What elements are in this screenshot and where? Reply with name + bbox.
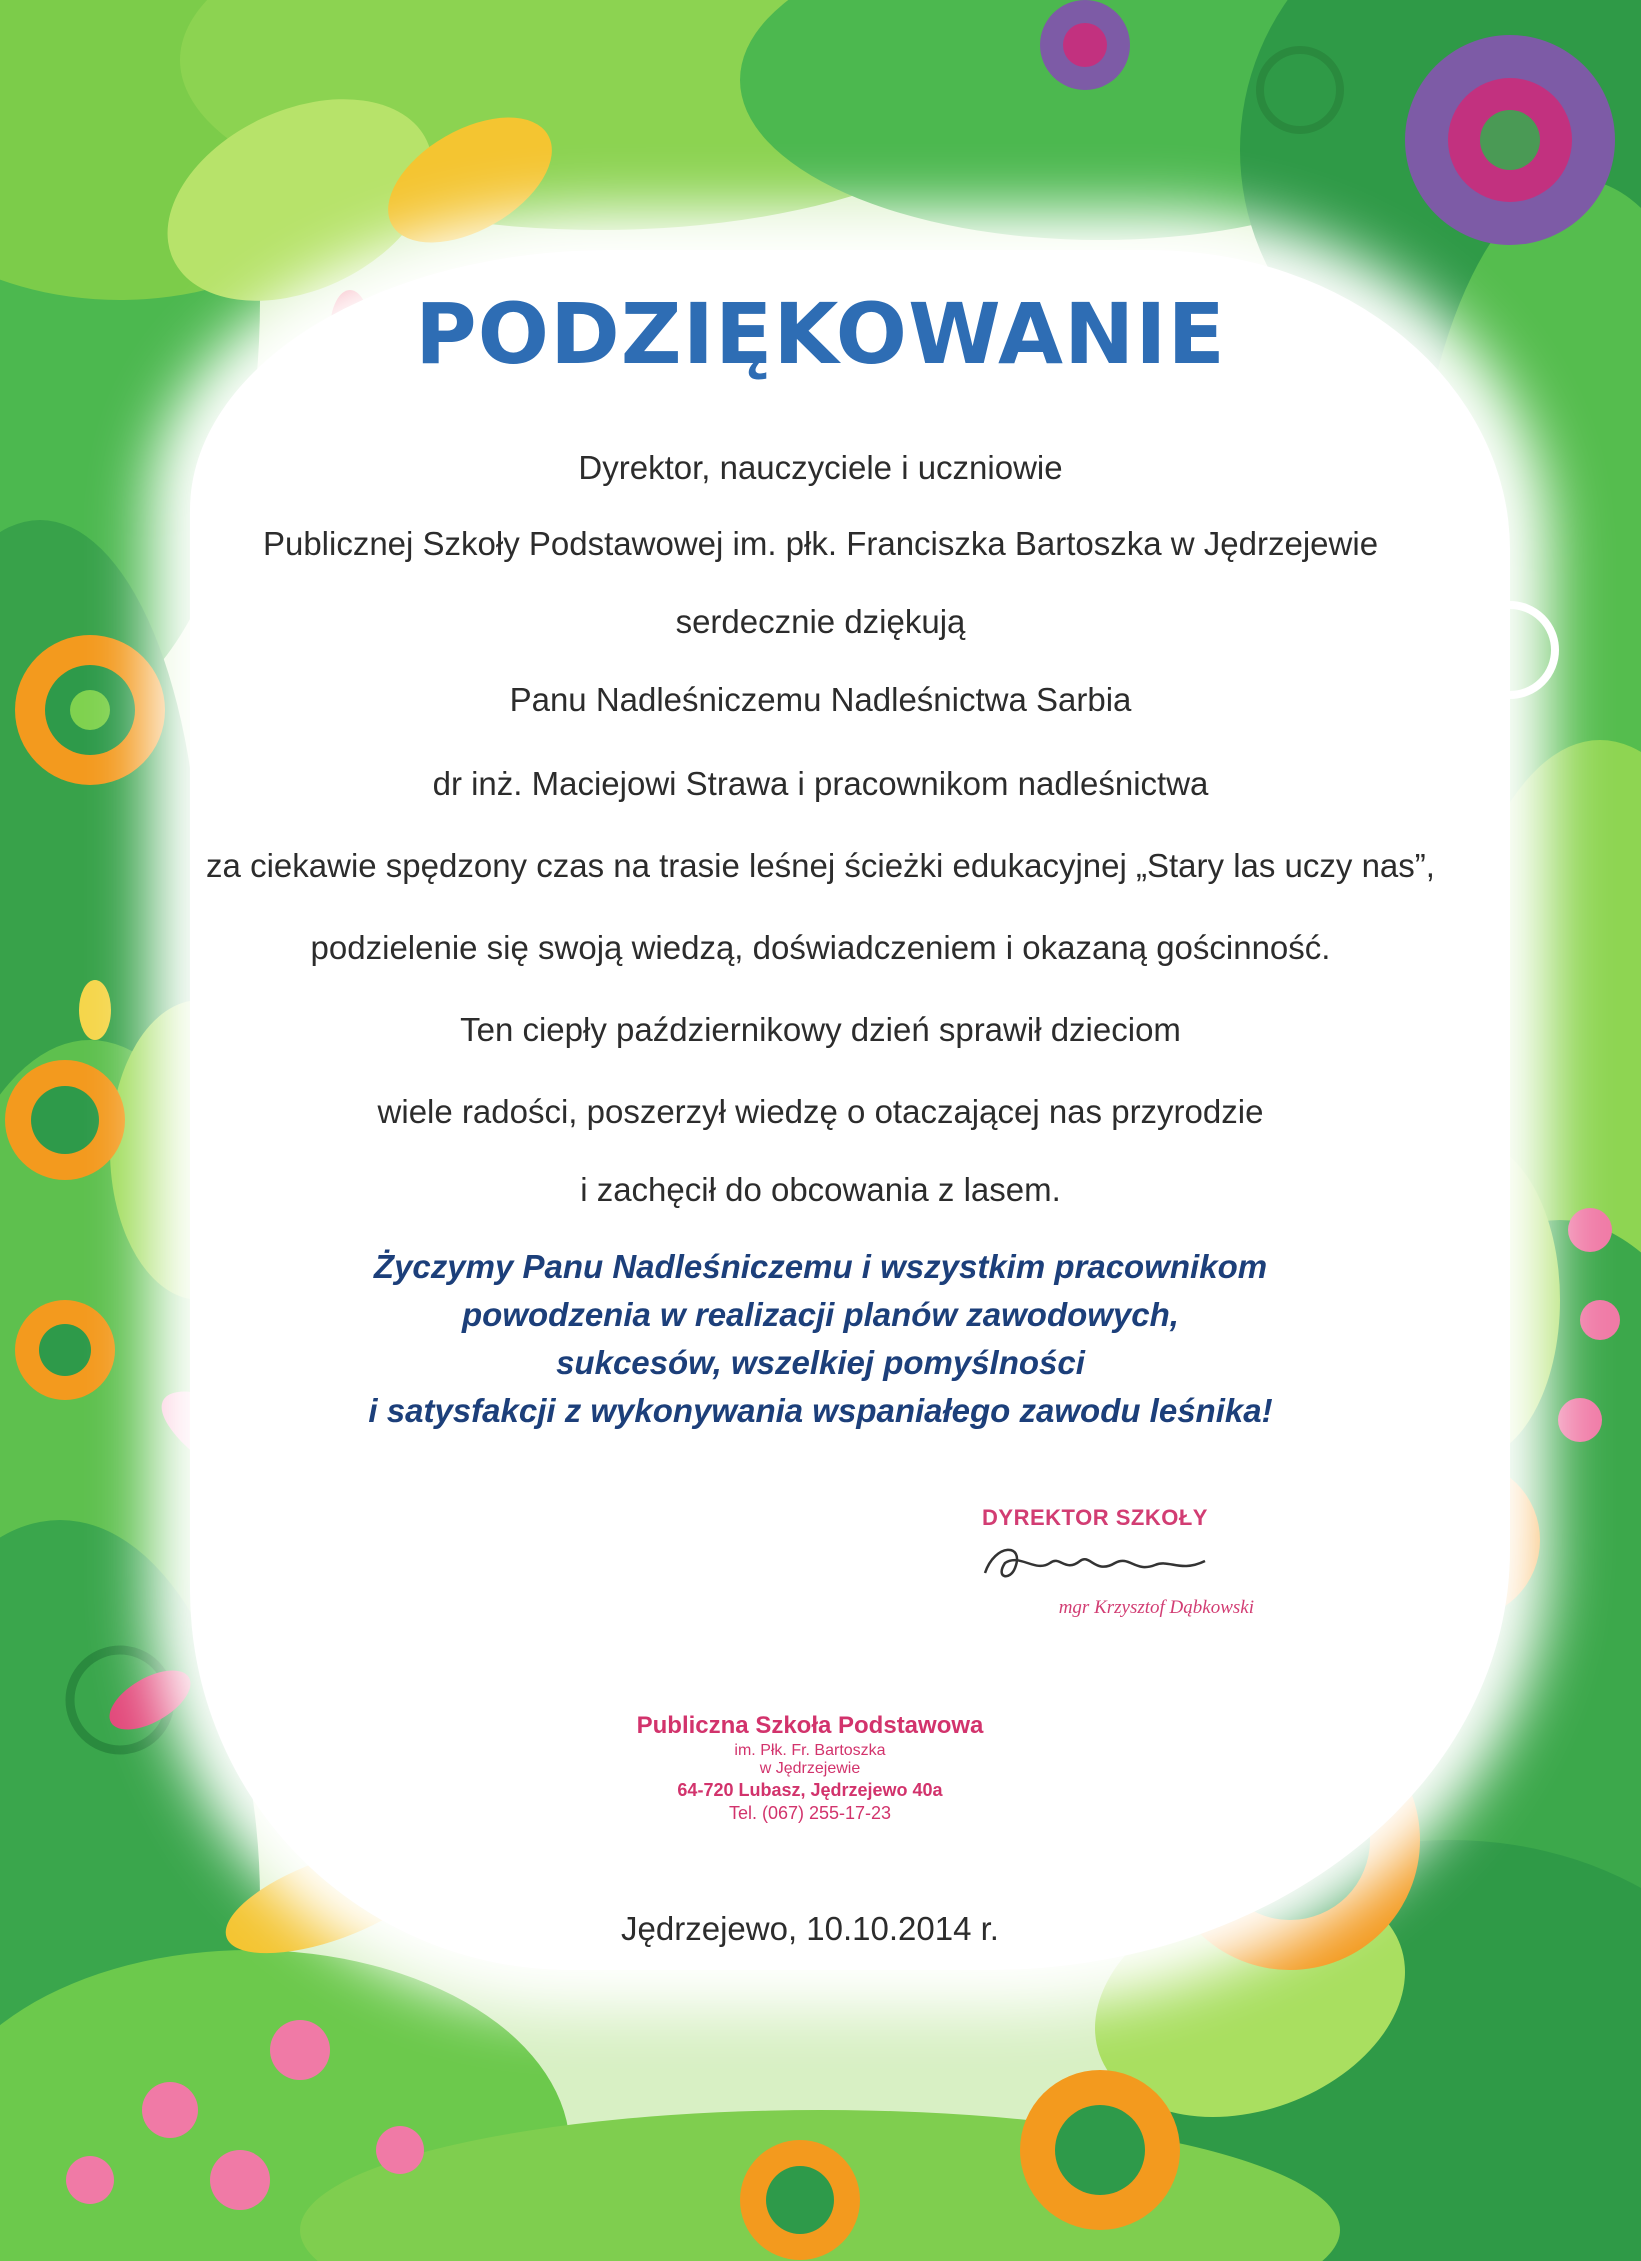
body-line: Ten ciepły październikowy dzień sprawił dzieciom [460, 1011, 1181, 1048]
stamp-line: Tel. (067) 255-17-23 [728, 1803, 892, 1823]
handwritten-signature [965, 1533, 1225, 1593]
school-stamp [560, 1712, 1060, 1824]
certificate-title: PODZIĘKOWANIE [415, 285, 1226, 383]
stamp-line: 64-720 Lubasz, Jędrzejewo 40a [677, 1780, 943, 1800]
stamp-line: Publiczna Szkoła Podstawowa [636, 1712, 984, 1739]
body-line: Panu Nadleśniczemu Nadleśnictwa Sarbia [509, 681, 1132, 718]
date-line: Jędrzejewo, 10.10.2014 r. [621, 1910, 999, 1947]
body-line: wiele radości, poszerzył wiedzę o otaczającej nas przyrodzie [377, 1093, 1264, 1130]
wish-line: Życzymy Panu Nadleśniczemu i wszystkim pracownikom [373, 1248, 1268, 1285]
body-line: dr inż. Maciejowi Strawa i pracownikom nadleśnictwa [432, 765, 1209, 802]
stamp-line: im. Płk. Fr. Bartoszka [734, 1742, 886, 1759]
wish-line: i satysfakcji z wykonywania wspaniałego zawodu leśnika! [368, 1392, 1273, 1429]
wish-line: powodzenia w realizacji planów zawodowych, [462, 1296, 1179, 1333]
wish-line: sukcesów, wszelkiej pomyślności [556, 1344, 1085, 1381]
signature-role: DYREKTOR SZKOŁY [982, 1505, 1208, 1530]
signature-name: mgr Krzysztof Dąbkowski [1058, 1597, 1254, 1618]
body-line: Publicznej Szkoły Podstawowej im. płk. Franciszka Bartoszka w Jędrzejewie [262, 525, 1379, 562]
body-line: za ciekawie spędzony czas na trasie leśnej ścieżki edukacyjnej „Stary las uczy nas”, [206, 847, 1435, 884]
stamp-line: w Jędrzejewie [759, 1760, 861, 1777]
body-line: i zachęcił do obcowania z lasem. [580, 1171, 1061, 1208]
body-line: Dyrektor, nauczyciele i uczniowie [578, 449, 1063, 486]
body-line: serdecznie dziękują [675, 603, 966, 640]
body-line: podzielenie się swoją wiedzą, doświadczeniem i okazaną gościnność. [310, 929, 1331, 966]
signature-block [930, 1505, 1260, 1619]
